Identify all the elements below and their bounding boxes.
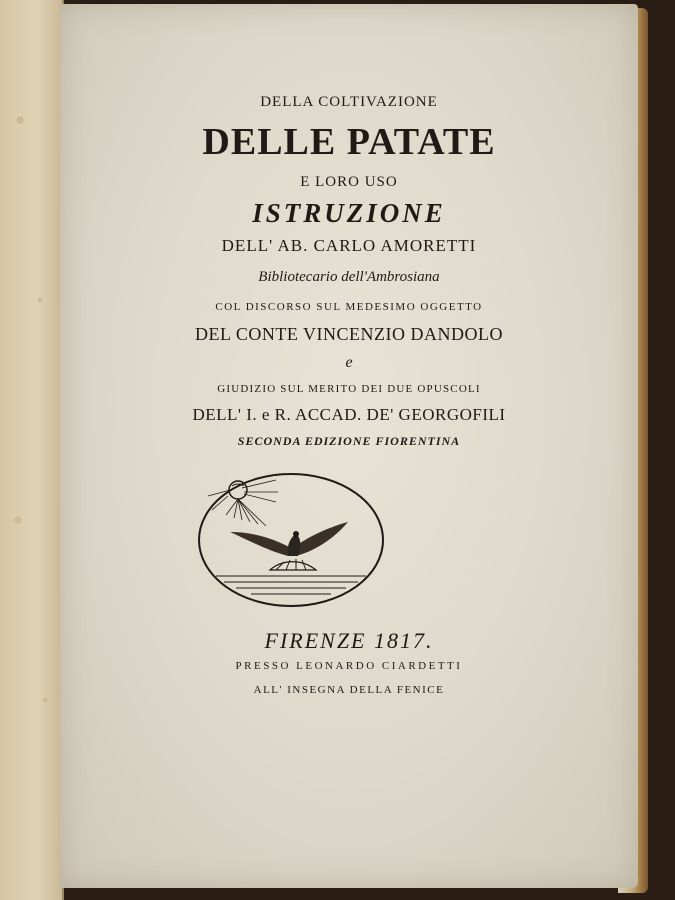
title-page: [60, 4, 638, 888]
discourse-line: COL DISCORSO SUL MEDESIMO OGGETTO: [215, 301, 483, 313]
subtitle-istruzione: ISTRUZIONE: [252, 198, 446, 228]
judgment-line: GIUDIZIO SUL MERITO DEI DUE OPUSCOLI: [217, 383, 481, 395]
second-author-line: DEL CONTE VINCENZIO DANDOLO: [195, 324, 503, 344]
academy-line: DELL' I. e R. ACCAD. DE' GEORGOFILI: [192, 405, 506, 424]
author-line: DELL' AB. CARLO AMORETTI: [221, 236, 477, 255]
imprint-printer: PRESSO LEONARDO CIARDETTI: [235, 660, 463, 672]
left-facing-page: [0, 0, 64, 900]
foxing-spots: [0, 0, 62, 900]
main-title: DELLE PATATE: [202, 121, 496, 163]
title-line-1: DELLA COLTIVAZIONE: [260, 94, 438, 110]
edition-line: SECONDA EDIZIONE FIORENTINA: [237, 434, 461, 448]
conjunction: e: [345, 354, 353, 371]
title-line-3: E LORO USO: [300, 174, 398, 190]
phoenix-emblem-icon: [196, 470, 386, 610]
author-role: Bibliotecario dell'Ambrosiana: [258, 269, 440, 285]
imprint-city-year: FIRENZE 1817.: [264, 628, 434, 653]
imprint-sign: ALL' INSEGNA DELLA FENICE: [253, 684, 445, 696]
